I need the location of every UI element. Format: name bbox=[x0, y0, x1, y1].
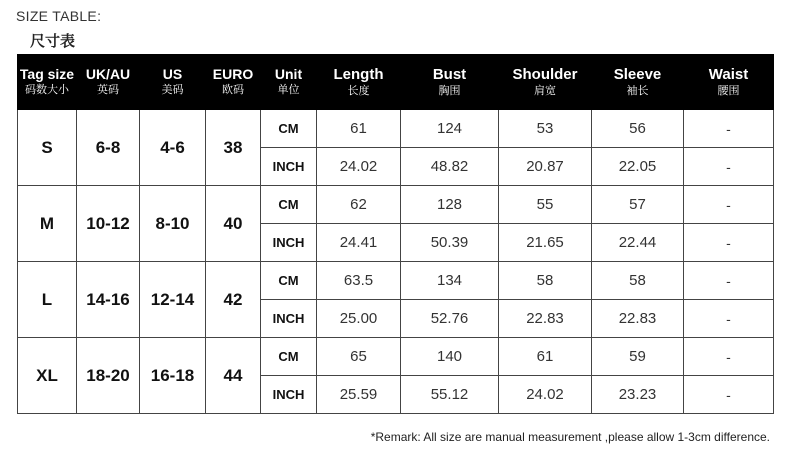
header-waist: Waist 腰围 bbox=[684, 55, 774, 110]
header-euro: EURO 欧码 bbox=[206, 55, 261, 110]
bust-cell: 48.82 bbox=[401, 148, 499, 186]
waist-cell: - bbox=[684, 376, 774, 414]
table-row bbox=[18, 262, 774, 300]
sleeve-cell: 22.44 bbox=[592, 224, 684, 262]
bust-cell: 52.76 bbox=[401, 300, 499, 338]
length-cell: 63.5 bbox=[317, 262, 401, 300]
length-cell: 65 bbox=[317, 338, 401, 376]
euro-cell: 42 bbox=[206, 262, 261, 338]
length-cell: 61 bbox=[317, 110, 401, 148]
unit-cell: INCH bbox=[261, 148, 317, 186]
waist-cell: - bbox=[684, 110, 774, 148]
table-row bbox=[18, 110, 774, 148]
unit-cell: INCH bbox=[261, 300, 317, 338]
size-table-subtitle: 尺寸表 bbox=[30, 33, 76, 50]
bust-cell: 128 bbox=[401, 186, 499, 224]
euro-cell: 44 bbox=[206, 338, 261, 414]
tag-size-cell: L bbox=[18, 262, 77, 338]
uk-au-cell: 10-12 bbox=[77, 186, 140, 262]
header-bust: Bust 胸围 bbox=[401, 55, 499, 110]
unit-cell: INCH bbox=[261, 376, 317, 414]
shoulder-cell: 24.02 bbox=[499, 376, 592, 414]
header-tag-size: Tag size 码数大小 bbox=[18, 55, 77, 110]
length-cell: 24.02 bbox=[317, 148, 401, 186]
unit-cell: CM bbox=[261, 338, 317, 376]
remark-note: *Remark: All size are manual measurement ,please allow 1-3cm difference. bbox=[370, 430, 770, 444]
size-table-title: SIZE TABLE: bbox=[16, 8, 102, 24]
shoulder-cell: 55 bbox=[499, 186, 592, 224]
table-row bbox=[18, 338, 774, 376]
waist-cell: - bbox=[684, 224, 774, 262]
sleeve-cell: 22.05 bbox=[592, 148, 684, 186]
unit-cell: INCH bbox=[261, 224, 317, 262]
length-cell: 24.41 bbox=[317, 224, 401, 262]
us-cell: 16-18 bbox=[140, 338, 206, 414]
bust-cell: 134 bbox=[401, 262, 499, 300]
length-cell: 62 bbox=[317, 186, 401, 224]
shoulder-cell: 20.87 bbox=[499, 148, 592, 186]
waist-cell: - bbox=[684, 262, 774, 300]
tag-size-cell: XL bbox=[18, 338, 77, 414]
tag-size-cell: M bbox=[18, 186, 77, 262]
sleeve-cell: 22.83 bbox=[592, 300, 684, 338]
us-cell: 8-10 bbox=[140, 186, 206, 262]
bust-cell: 124 bbox=[401, 110, 499, 148]
size-table bbox=[17, 54, 774, 414]
sleeve-cell: 57 bbox=[592, 186, 684, 224]
uk-au-cell: 18-20 bbox=[77, 338, 140, 414]
header-us: US 美码 bbox=[140, 55, 206, 110]
length-cell: 25.59 bbox=[317, 376, 401, 414]
sleeve-cell: 59 bbox=[592, 338, 684, 376]
unit-cell: CM bbox=[261, 262, 317, 300]
us-cell: 4-6 bbox=[140, 110, 206, 186]
uk-au-cell: 14-16 bbox=[77, 262, 140, 338]
bust-cell: 55.12 bbox=[401, 376, 499, 414]
header-shoulder: Shoulder 肩宽 bbox=[499, 55, 592, 110]
shoulder-cell: 58 bbox=[499, 262, 592, 300]
sleeve-cell: 58 bbox=[592, 262, 684, 300]
table-row bbox=[18, 186, 774, 224]
unit-cell: CM bbox=[261, 110, 317, 148]
unit-cell: CM bbox=[261, 186, 317, 224]
euro-cell: 38 bbox=[206, 110, 261, 186]
shoulder-cell: 53 bbox=[499, 110, 592, 148]
uk-au-cell: 6-8 bbox=[77, 110, 140, 186]
euro-cell: 40 bbox=[206, 186, 261, 262]
header-row bbox=[18, 55, 774, 110]
bust-cell: 50.39 bbox=[401, 224, 499, 262]
header-length: Length 长度 bbox=[317, 55, 401, 110]
shoulder-cell: 21.65 bbox=[499, 224, 592, 262]
header-sleeve: Sleeve 袖长 bbox=[592, 55, 684, 110]
shoulder-cell: 22.83 bbox=[499, 300, 592, 338]
waist-cell: - bbox=[684, 186, 774, 224]
waist-cell: - bbox=[684, 338, 774, 376]
tag-size-cell: S bbox=[18, 110, 77, 186]
us-cell: 12-14 bbox=[140, 262, 206, 338]
shoulder-cell: 61 bbox=[499, 338, 592, 376]
waist-cell: - bbox=[684, 300, 774, 338]
sleeve-cell: 23.23 bbox=[592, 376, 684, 414]
length-cell: 25.00 bbox=[317, 300, 401, 338]
header-uk-au: UK/AU 英码 bbox=[77, 55, 140, 110]
waist-cell: - bbox=[684, 148, 774, 186]
header-unit: Unit 单位 bbox=[261, 55, 317, 110]
sleeve-cell: 56 bbox=[592, 110, 684, 148]
bust-cell: 140 bbox=[401, 338, 499, 376]
